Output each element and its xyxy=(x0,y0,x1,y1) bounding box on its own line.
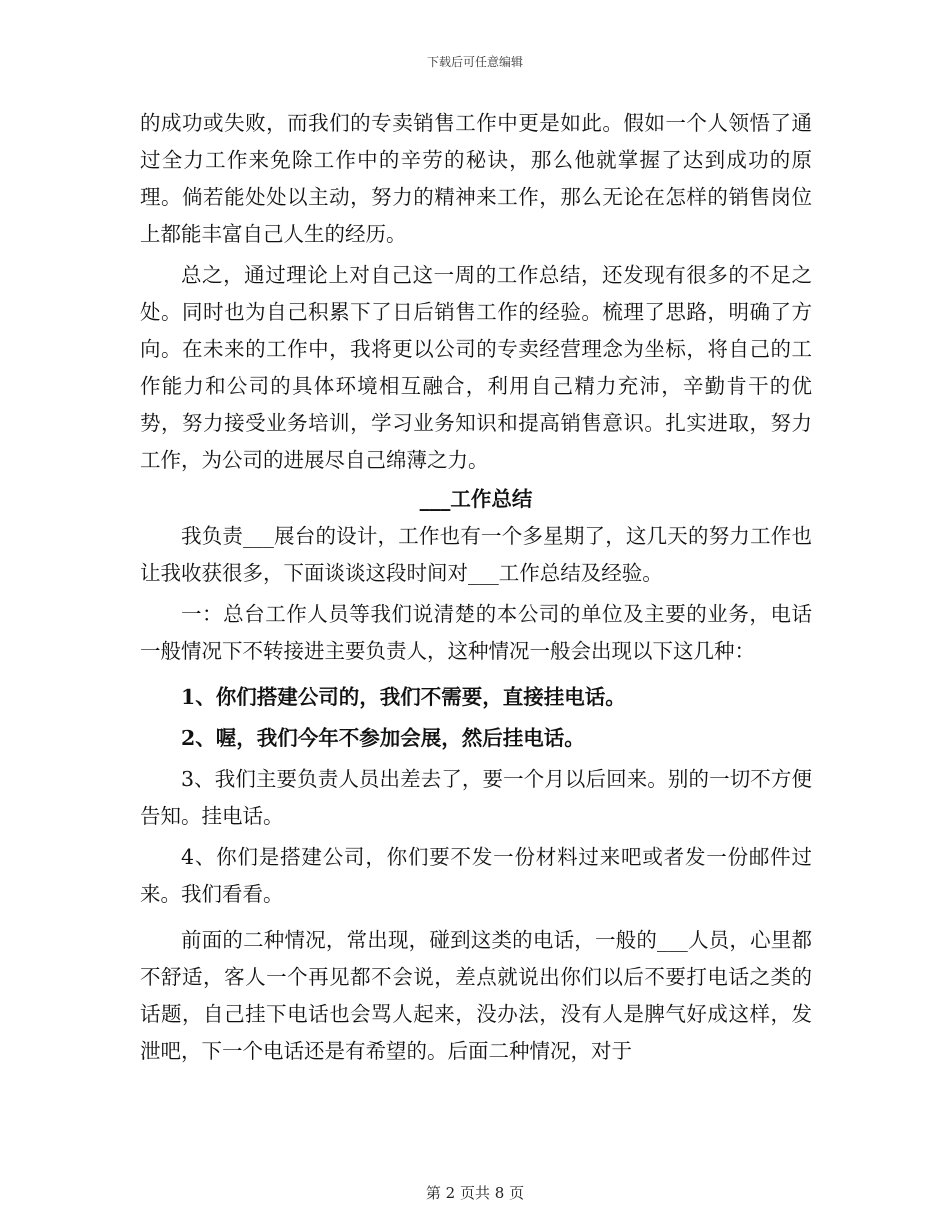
list-item-2: 2、喔，我们今年不参加会展，然后挂电话。 xyxy=(181,726,585,750)
paragraph-1: 的成功或失败，而我们的专卖销售工作中更是如此。假如一个人领悟了通过全力工作来免除工作中的辛劳的秘诀，那么他就掌握了达到成功的原理。倘若能处处以主动，努力的精神来工作，那么无论在怎样的销售岗位上都能丰富自己人生的经历。 xyxy=(140,111,812,246)
paragraph-2: 总之，通过理论上对自己这一周的工作总结，还发现有很多的不足之处。同时也为自己积累下了日后销售工作的经验。梳理了思路，明确了方向。在未来的工作中，我将更以公司的专卖经营理念为坐标，将自己的工作能力和公司的具体环境相互融合，利用自己精力充沛，辛勤肯干的优势，努力接受业务培训，学习业务知识和提高销售意识。扎实进取，努力工作，为公司的进展尽自己绵薄之力。 xyxy=(140,263,812,472)
page-number: 第 2 页共 8 页 xyxy=(425,1184,525,1202)
paragraph-5: 前面的二种情况，常出现，碰到这类的电话，一般的___人员，心里都不舒适，客人一个再见都不会说，差点就说出你们以后不要打电话之类的话题，自己挂下电话也会骂人起来，没办法，没有人是脾气好成这样，发泄吧，下一个电话还是有希望的。后面二种情况，对于 xyxy=(140,928,812,1063)
section-title: ___工作总结 xyxy=(419,487,533,511)
paragraph-4: 一：总台工作人员等我们说清楚的本公司的单位及主要的业务，电话一般情况下不转接进主要负责人，这种情况一般会出现以下这几种： xyxy=(140,602,812,663)
paragraph-3: 我负责___展台的设计，工作也有一个多星期了，这几天的努力工作也让我收获很多，下面谈谈这段时间对___工作总结及经验。 xyxy=(140,524,812,585)
list-item-1: 1、你们搭建公司的，我们不需要，直接挂电话。 xyxy=(181,685,626,709)
document-body xyxy=(140,105,812,1070)
list-item-3: 3、我们主要负责人员出差去了，要一个月以后回来。别的一切不方便告知。挂电话。 xyxy=(140,767,812,828)
list-item-4: 4、你们是搭建公司，你们要不发一份材料过来吧或者发一份邮件过来。我们看看。 xyxy=(140,845,812,906)
page-header: 下载后可任意编辑 xyxy=(426,55,523,69)
